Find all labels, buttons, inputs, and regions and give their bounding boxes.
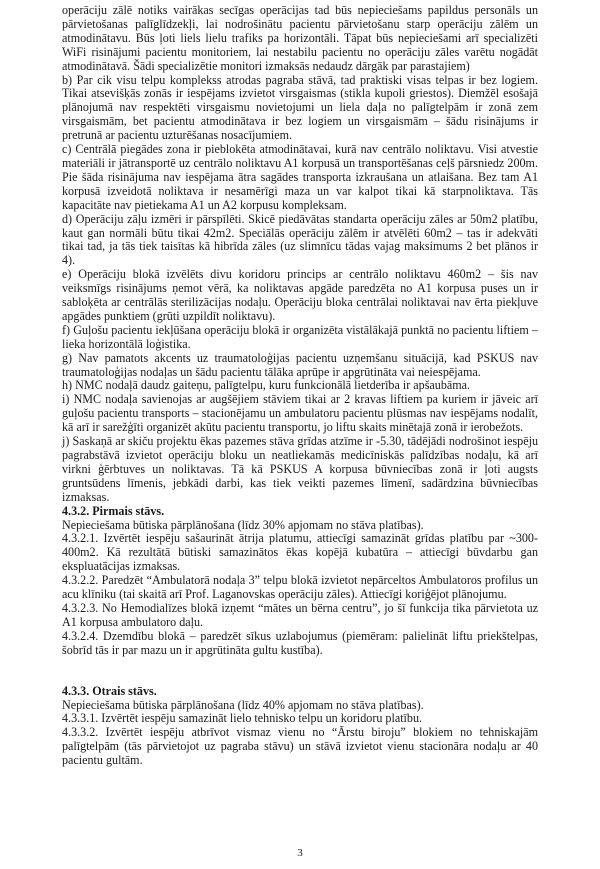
- section-item: 4.3.3.1. Izvērtēt iespēju samazināt lielo tehnisko telpu un koridoru platību.: [62, 711, 423, 726]
- section-item: 4.3.2.2. Paredzēt “Ambulatorā nodaļa 3” telpu blokā izvietot nepārceltos Ambulatoros profilus un acu klīniku (tai skaitā arī Prof. Laganovskas operāciju zāles). Attiecīgi koriģējot plānojumu.: [62, 573, 538, 602]
- paragraph-f: f) Guļošu pacientu iekļūšana operāciju blokā ir organizēta vistālākajā punktā no pacientu liftiem – lieka horizontālā loģistika.: [62, 322, 538, 351]
- section-heading: 4.3.2. Pirmais stāvs.: [62, 503, 165, 518]
- paragraph-g: g) Nav pamatots akcents uz traumatoloģijas pacientu uzņemšanu situācijā, kad PSKUS nav traumatoloģijas nodaļas un šādu pacientu tālāka aprūpe ir apgrūtināta vai neiespējama.: [62, 350, 538, 379]
- paragraph-continuation: operāciju zālē notiks vairākas secīgas operācijas tad būs nepieciešams papildus personāls un pārvietošanas palīglīdzekļi, lai nodrošinātu pacientu pārvietošanu starp operāciju zālēm un atmodinātavu. Būs ļoti liels lielu trafiks pa horizontāli. Tāpat būs nepieciešami arī specializēti WiFi risinājumi pacientu monitoriem, lai nestabilu pacientu no operāciju zāles varētu nogādāt atmodinātavā. Šādi specializētie monitori izmaksās nedaudz dārgāk par parastajiem): [62, 3, 538, 73]
- paragraph-j: j) Saskaņā ar skiču projektu ēkas pazemes stāva grīdas atzīme ir -5.30, tādējādi nodrošinot iespēju pagrabstāvā izvietot operāciju bloku un neatliekamās medicīniskās palīdzības nodaļu, kā arī virkni ģērbtuves un noliktavas. Tā kā PSKUS A korpusa būvniecības zonā ir ļoti augsts gruntsūdens līmenis, jebkādi darbi, kas tiek veikti pazemes līmenī, sadārdzina būvniecības izmaksas.: [62, 434, 538, 504]
- section-second-floor: [62, 685, 538, 768]
- section-item: 4.3.2.4. Dzemdību blokā – paredzēt sīkus uzlabojumus (piemēram: palielināt liftu priekštelpas, šobrīd tās ir par mazu un ir apgrūtināta gultu kustība).: [62, 628, 538, 657]
- paragraph-e: e) Operāciju blokā izvēlēts divu koridoru princips ar centrālo noliktavu 460m2 – šis nav veiksmīgs risinājums ņemot vērā, ka noliktavas apgāde paredzēta no A1 korpusa puses un ir sabloķēta ar centrālās sterilizācijas nodaļu. Operāciju bloka centrālai noliktavai nav ērta piekļuve apgādes punktiem (grūti uzpildīt noliktavu).: [62, 267, 538, 323]
- paragraph-h: h) NMC nodaļā daudz gaiteņu, palīgtelpu, kuru funkcionālā lietderība ir apšaubāma.: [62, 378, 471, 393]
- section-first-floor: [62, 505, 538, 658]
- findings-list: [62, 4, 538, 505]
- section-spacer: [62, 658, 538, 685]
- paragraph-d: d) Operāciju zāļu izmēri ir pārspīlēti. Skicē piedāvātas standarta operāciju zāles ar 50m2 platību, kaut gan normāli būtu tikai 42m2. Speciālās operāciju zālēm ir atvēlēti 60m2 – tas ir adekvāti tikai tad, ja tās tiek taisītas kā hibrīda zāles (uz slimnīcu tādas vajag maksimums 2 bet plānos ir 4).: [62, 211, 538, 268]
- section-intro: Nepieciešama būtiska pārplānošana (līdz 40% apjomam no stāva platības).: [62, 697, 424, 712]
- page-number: 3: [297, 847, 303, 859]
- section-heading: 4.3.3. Otrais stāvs.: [62, 683, 157, 698]
- paragraph-b: b) Par cik visu telpu komplekss atrodas pagraba stāvā, tad praktiski visas telpas ir bez logiem. Tikai atsevišķās zonās ir iespējams izvietot virsgaismas (stikla kupoli griestos). Diemžēl esošajā plānojumā nav respektēti virsgaismu novietojumi un liela daļa no palīgtelpām ir zonā zem virsgaismām, bet pacientu atmodinātava ir bez logiem un virsgaismām – šādu risinājums ir pretrunā ar pacientu uzturēšanas nosacījumiem.: [62, 72, 538, 143]
- section-item: 4.3.2.3. No Hemodialīzes blokā izņemt “mātes un bērna centru”, jo šī funkcija tika pārvietota uz A1 korpusa ambulatoro daļu.: [62, 600, 538, 629]
- paragraph-i: i) NMC nodaļa savienojas ar augšējiem stāviem tikai ar 2 kravas liftiem pa kuriem ir jāveic arī guļošu pacientu transports – stacionējamu un ambulatoru pacientu plūsmas nav iespējams nodalīt, kā arī ir sarežģīti organizēt akūtu pacientu transportu, jo liftu skaits minētajā zonā ir ierobežots.: [62, 392, 538, 435]
- paragraph-c: c) Centrālā piegādes zona ir pieblokēta atmodinātavai, kurā nav centrālo noliktavu. Visi atvestie materiāli ir jātransportē uz centrālo noliktavu A1 korpusā un transportēšanas ceļš pārsniedz 200m. Pie šāda risinājuma nav iespējama ātra sagādes transporta izkraušana un atlaišana. Bez tam A1 korpusā izveidotā noliktava ir nesamērīgi maza un var kalpot tikai kā starpnoliktava. Tās kapacitāte nav pietiekama A1 un A2 korpusu kompleksam.: [62, 142, 538, 212]
- section-intro: Nepieciešama būtiska pārplānošana (līdz 30% apjomam no stāva platības).: [62, 517, 424, 532]
- section-item: 4.3.2.1. Izvērtēt iespēju sašaurināt ātrija platumu, attiecīgi samazināt grīdas platību par ~300-400m2. Kā rezultātā būtiski samazinātos ēkas kopējā kubatūra – attiecīgi būvdarbu gan ekspluatācijas izmaksas.: [62, 531, 538, 574]
- section-item: 4.3.3.2. Izvērtēt iespēju atbrīvot vismaz vienu no “Ārstu biroju” blokiem no tehniskajām palīgtelpām (tās pārvietojot uz pagraba stāvu) un stāvā izvietot vienu stacionāra nodaļu ar 40 pacientu gultām.: [62, 725, 538, 768]
